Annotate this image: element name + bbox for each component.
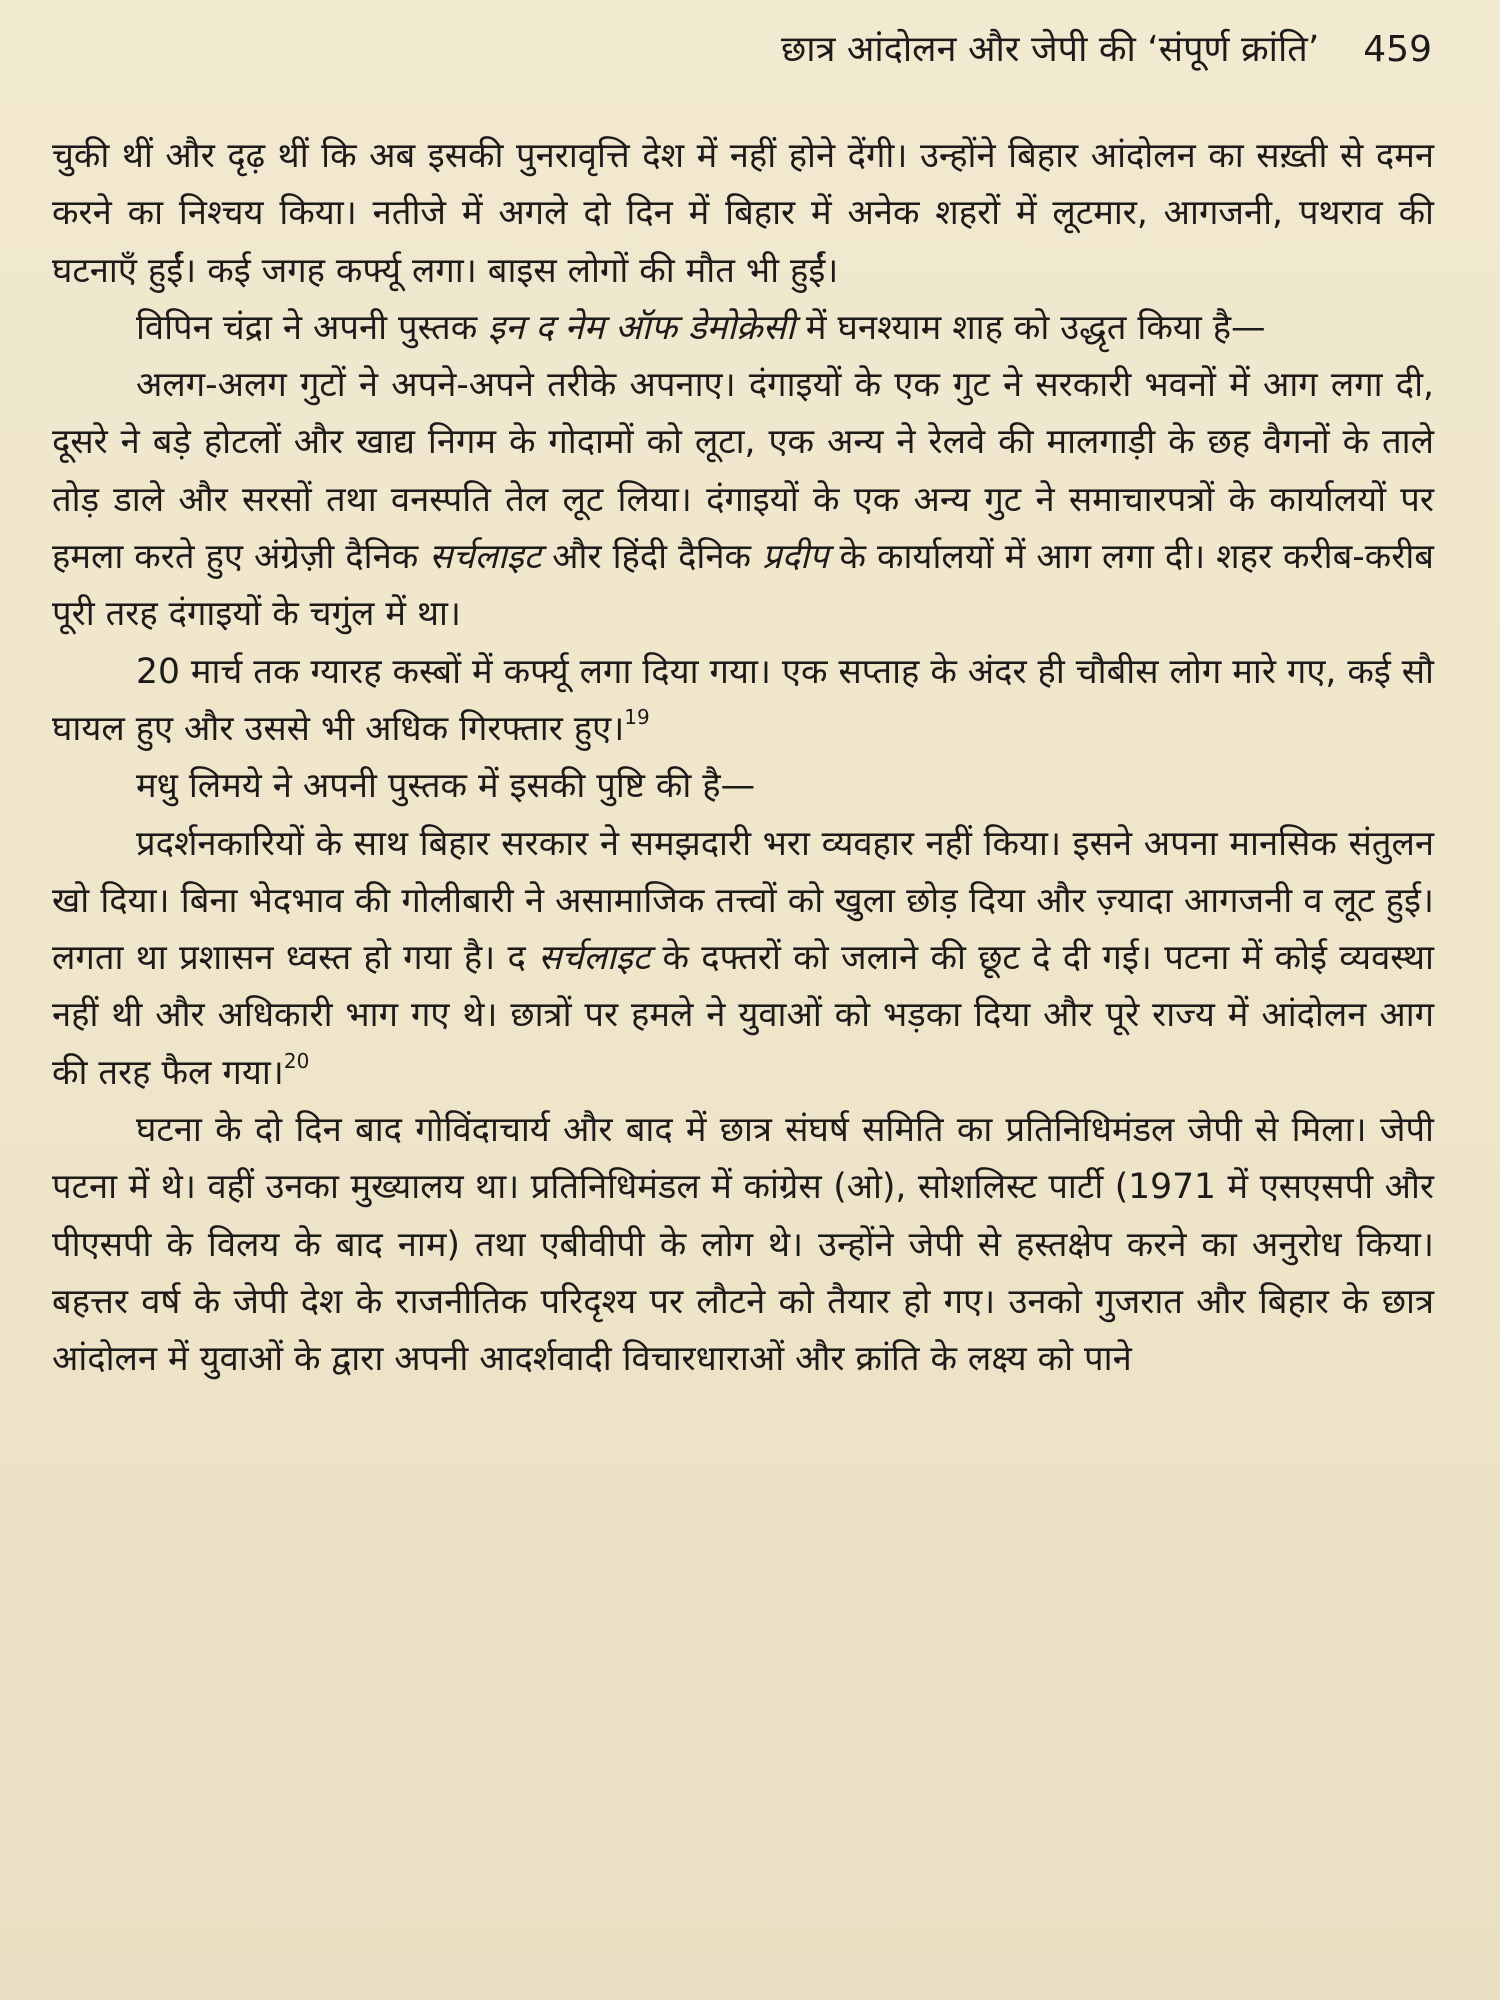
paragraph-text: के कार्यालयों में आग लगा दी। शहर करीब-करीब पूरी तरह दंगाइयों के चगुंल में था।: [52, 537, 1434, 635]
footnote-ref: 19: [624, 704, 650, 729]
newspaper-title: सर्चलाइट: [538, 938, 651, 979]
paragraph-text: में घनश्याम शाह को उद्धृत किया है—: [794, 307, 1266, 348]
page-number: 459: [1363, 29, 1432, 70]
quote-paragraph: [52, 816, 1434, 1102]
running-header: [781, 22, 1432, 78]
body-text: [52, 128, 1434, 1389]
quote-paragraph: [52, 357, 1434, 643]
paragraph-text: प्रदर्शनकारियों के साथ बिहार सरकार ने समझदारी भरा व्यवहार नहीं किया। इसने अपना मानसिक संतुलन खो दिया। बिना भेदभाव की गोलीबारी ने असामाजिक तत्त्वों को खुला छोड़ दिया और ज़्यादा आगजनी व लूट हुई। लगता था प्रशासन ध्वस्त हो गया है। द: [52, 823, 1434, 979]
quote-paragraph: [52, 644, 1434, 759]
paragraph-text: मधु लिमये ने अपनी पुस्तक में इसकी पुष्टि की है—: [136, 766, 756, 807]
paragraph-text: अलग-अलग गुटों ने अपने-अपने तरीके अपनाए। दंगाइयों के एक गुट ने सरकारी भवनों में आग लगा दी, दूसरे ने बड़े होटलों और खाद्य निगम के गोदामों को लूटा, एक अन्य ने रेलवे की मालगाड़ी के छह वैगनों के ताले तोड़ डाले और सरसों तथा वनस्पति तेल लूट लिया। दंगाइयों के एक अन्य गुट ने समाचारपत्रों के कार्यालयों पर हमला करते हुए अंग्रेज़ी दैनिक: [52, 365, 1434, 578]
paragraph: [52, 300, 1434, 357]
paragraph-text: 20 मार्च तक ग्यारह कस्बों में कर्फ्यू लगा दिया गया। एक सप्ताह के अंदर ही चौबीस लोग मारे गए, कई सौ घायल हुए और उससे भी अधिक गिरफ्तार हुए।: [52, 651, 1434, 749]
newspaper-title: सर्चलाइट: [429, 537, 542, 578]
paragraph: [52, 1102, 1434, 1388]
book-title: इन द नेम ऑफ डेमोक्रेसी: [488, 307, 795, 348]
running-title: छात्र आंदोलन और जेपी की ‘संपूर्ण क्रांति’: [781, 29, 1320, 70]
paragraph-text: घटना के दो दिन बाद गोविंदाचार्य और बाद में छात्र संघर्ष समिति का प्रतिनिधिमंडल जेपी से मिला। जेपी पटना में थे। वहीं उनका मुख्यालय था। प्रतिनिधिमंडल में कांग्रेस (ओ), सोशलिस्ट पार्टी (1971 में एसएसपी और पीएसपी के विलय के बाद नाम) तथा एबीवीपी के लोग थे। उन्होंने जेपी से हस्तक्षेप करने का अनुरोध किया। बहत्तर वर्ष के जेपी देश के राजनीतिक परिदृश्य पर लौटने को तैयार हो गए। उनको गुजरात और बिहार के छात्र आंदोलन में युवाओं के द्वारा अपनी आदर्शवादी विचारधाराओं और क्रांति के लक्ष्य को पाने: [52, 1110, 1434, 1380]
paragraph-text: विपिन चंद्रा ने अपनी पुस्तक: [136, 307, 489, 348]
paragraph: [52, 758, 1434, 815]
paragraph-text: और हिंदी दैनिक: [541, 537, 762, 578]
paragraph-text: के दफ्तरों को जलाने की छूट दे दी गई। पटना में कोई व्यवस्था नहीं थी और अधिकारी भाग गए थे। छात्रों पर हमले ने युवाओं को भड़का दिया और पूरे राज्य में आंदोलन आग की तरह फैल गया।: [52, 938, 1434, 1093]
paragraph-text: चुकी थीं और दृढ़ थीं कि अब इसकी पुनरावृत्ति देश में नहीं होने देंगी। उन्होंने बिहार आंदोलन का सख़्ती से दमन करने का निश्चय किया। नतीजे में अगले दो दिन में बिहार में अनेक शहरों में लूटमार, आगजनी, पथराव की घटनाएँ हुईं। कई जगह कर्फ्यू लगा। बाइस लोगों की मौत भी हुईं।: [52, 136, 1434, 291]
footnote-ref: 20: [283, 1048, 310, 1073]
paragraph: [52, 128, 1434, 300]
newspaper-title: प्रदीप: [762, 537, 829, 578]
